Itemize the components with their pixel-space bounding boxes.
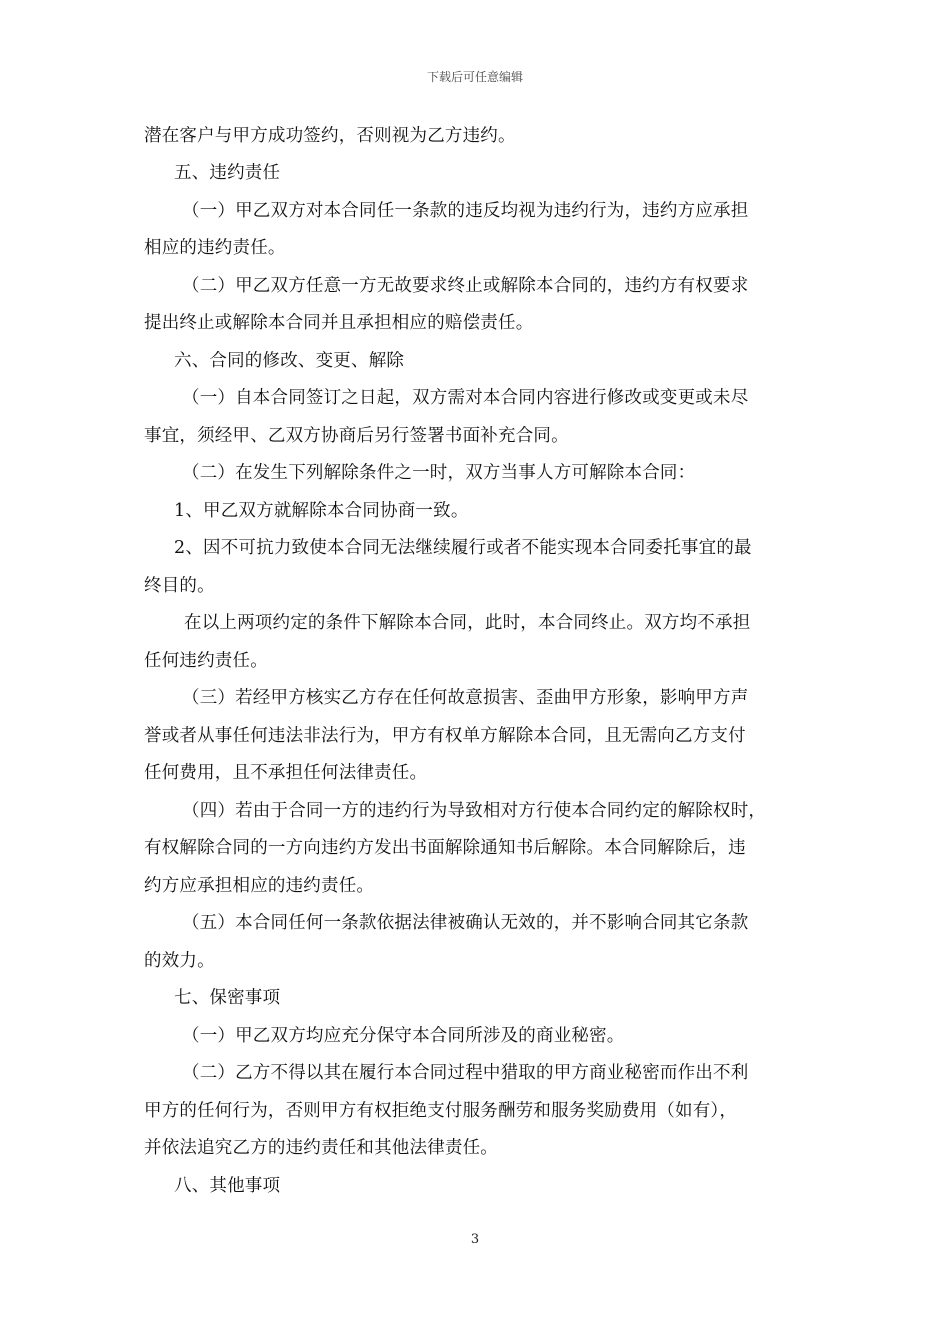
text-line: （五）本合同任何一条款依据法律被确认无效的，并不影响合同其它条款 [182, 913, 749, 933]
text-line: 相应的违约责任。 [144, 238, 286, 258]
text-line: （二）在发生下列解除条件之一时，双方当事人方可解除本合同： [182, 463, 696, 483]
text-line: 2、因不可抗力致使本合同无法继续履行或者不能实现本合同委托事宜的最 [174, 538, 752, 558]
text-line: （四）若由于合同一方的违约行为导致相对方行使本合同约定的解除权时， [182, 801, 767, 821]
text-line: 在以上两项约定的条件下解除本合同，此时，本合同终止。双方均不承担 [184, 613, 751, 633]
text-line: 并依法追究乙方的违约责任和其他法律责任。 [144, 1138, 498, 1158]
text-line: 甲方的任何行为，否则甲方有权拒绝支付服务酬劳和服务奖励费用（如有）， [144, 1101, 738, 1121]
text-line: （三）若经甲方核实乙方存在任何故意损害、歪曲甲方形象，影响甲方声 [182, 688, 749, 708]
text-line: 任何违约责任。 [144, 651, 268, 671]
text-line: 终目的。 [144, 576, 215, 596]
text-line: 提出终止或解除本合同并且承担相应的赔偿责任。 [144, 313, 534, 333]
text-line: 事宜，须经甲、乙双方协商后另行签署书面补充合同。 [144, 426, 569, 446]
text-line: 1、甲乙双方就解除本合同协商一致。 [174, 501, 469, 521]
text-line: 约方应承担相应的违约责任。 [144, 876, 375, 896]
text-line: 潜在客户与甲方成功签约，否则视为乙方违约。 [144, 126, 516, 146]
text-line: 的效力。 [144, 951, 215, 971]
section-heading: 五、违约责任 [174, 163, 281, 183]
section-heading: 七、保密事项 [174, 988, 281, 1008]
text-line: （一）甲乙双方对本合同任一条款的违反均视为违约行为，违约方应承担 [182, 201, 749, 221]
page-number: 3 [470, 1232, 480, 1247]
page-header: 下载后可任意编辑 [426, 70, 523, 84]
text-line: （二）甲乙双方任意一方无故要求终止或解除本合同的，违约方有权要求 [182, 276, 749, 296]
text-line: 誉或者从事任何违法非法行为，甲方有权单方解除本合同，且无需向乙方支付 [144, 726, 746, 746]
text-line: 任何费用，且不承担任何法律责任。 [144, 763, 428, 783]
section-heading: 八、其他事项 [174, 1176, 281, 1196]
text-line: （一）甲乙双方均应充分保守本合同所涉及的商业秘密。 [182, 1026, 625, 1046]
text-line: （二）乙方不得以其在履行本合同过程中猎取的甲方商业秘密而作出不利 [182, 1063, 749, 1083]
text-line: （一）自本合同签订之日起，双方需对本合同内容进行修改或变更或未尽 [182, 388, 749, 408]
text-line: 有权解除合同的一方向违约方发出书面解除通知书后解除。本合同解除后，违 [144, 838, 746, 858]
section-heading: 六、合同的修改、变更、解除 [174, 351, 405, 371]
